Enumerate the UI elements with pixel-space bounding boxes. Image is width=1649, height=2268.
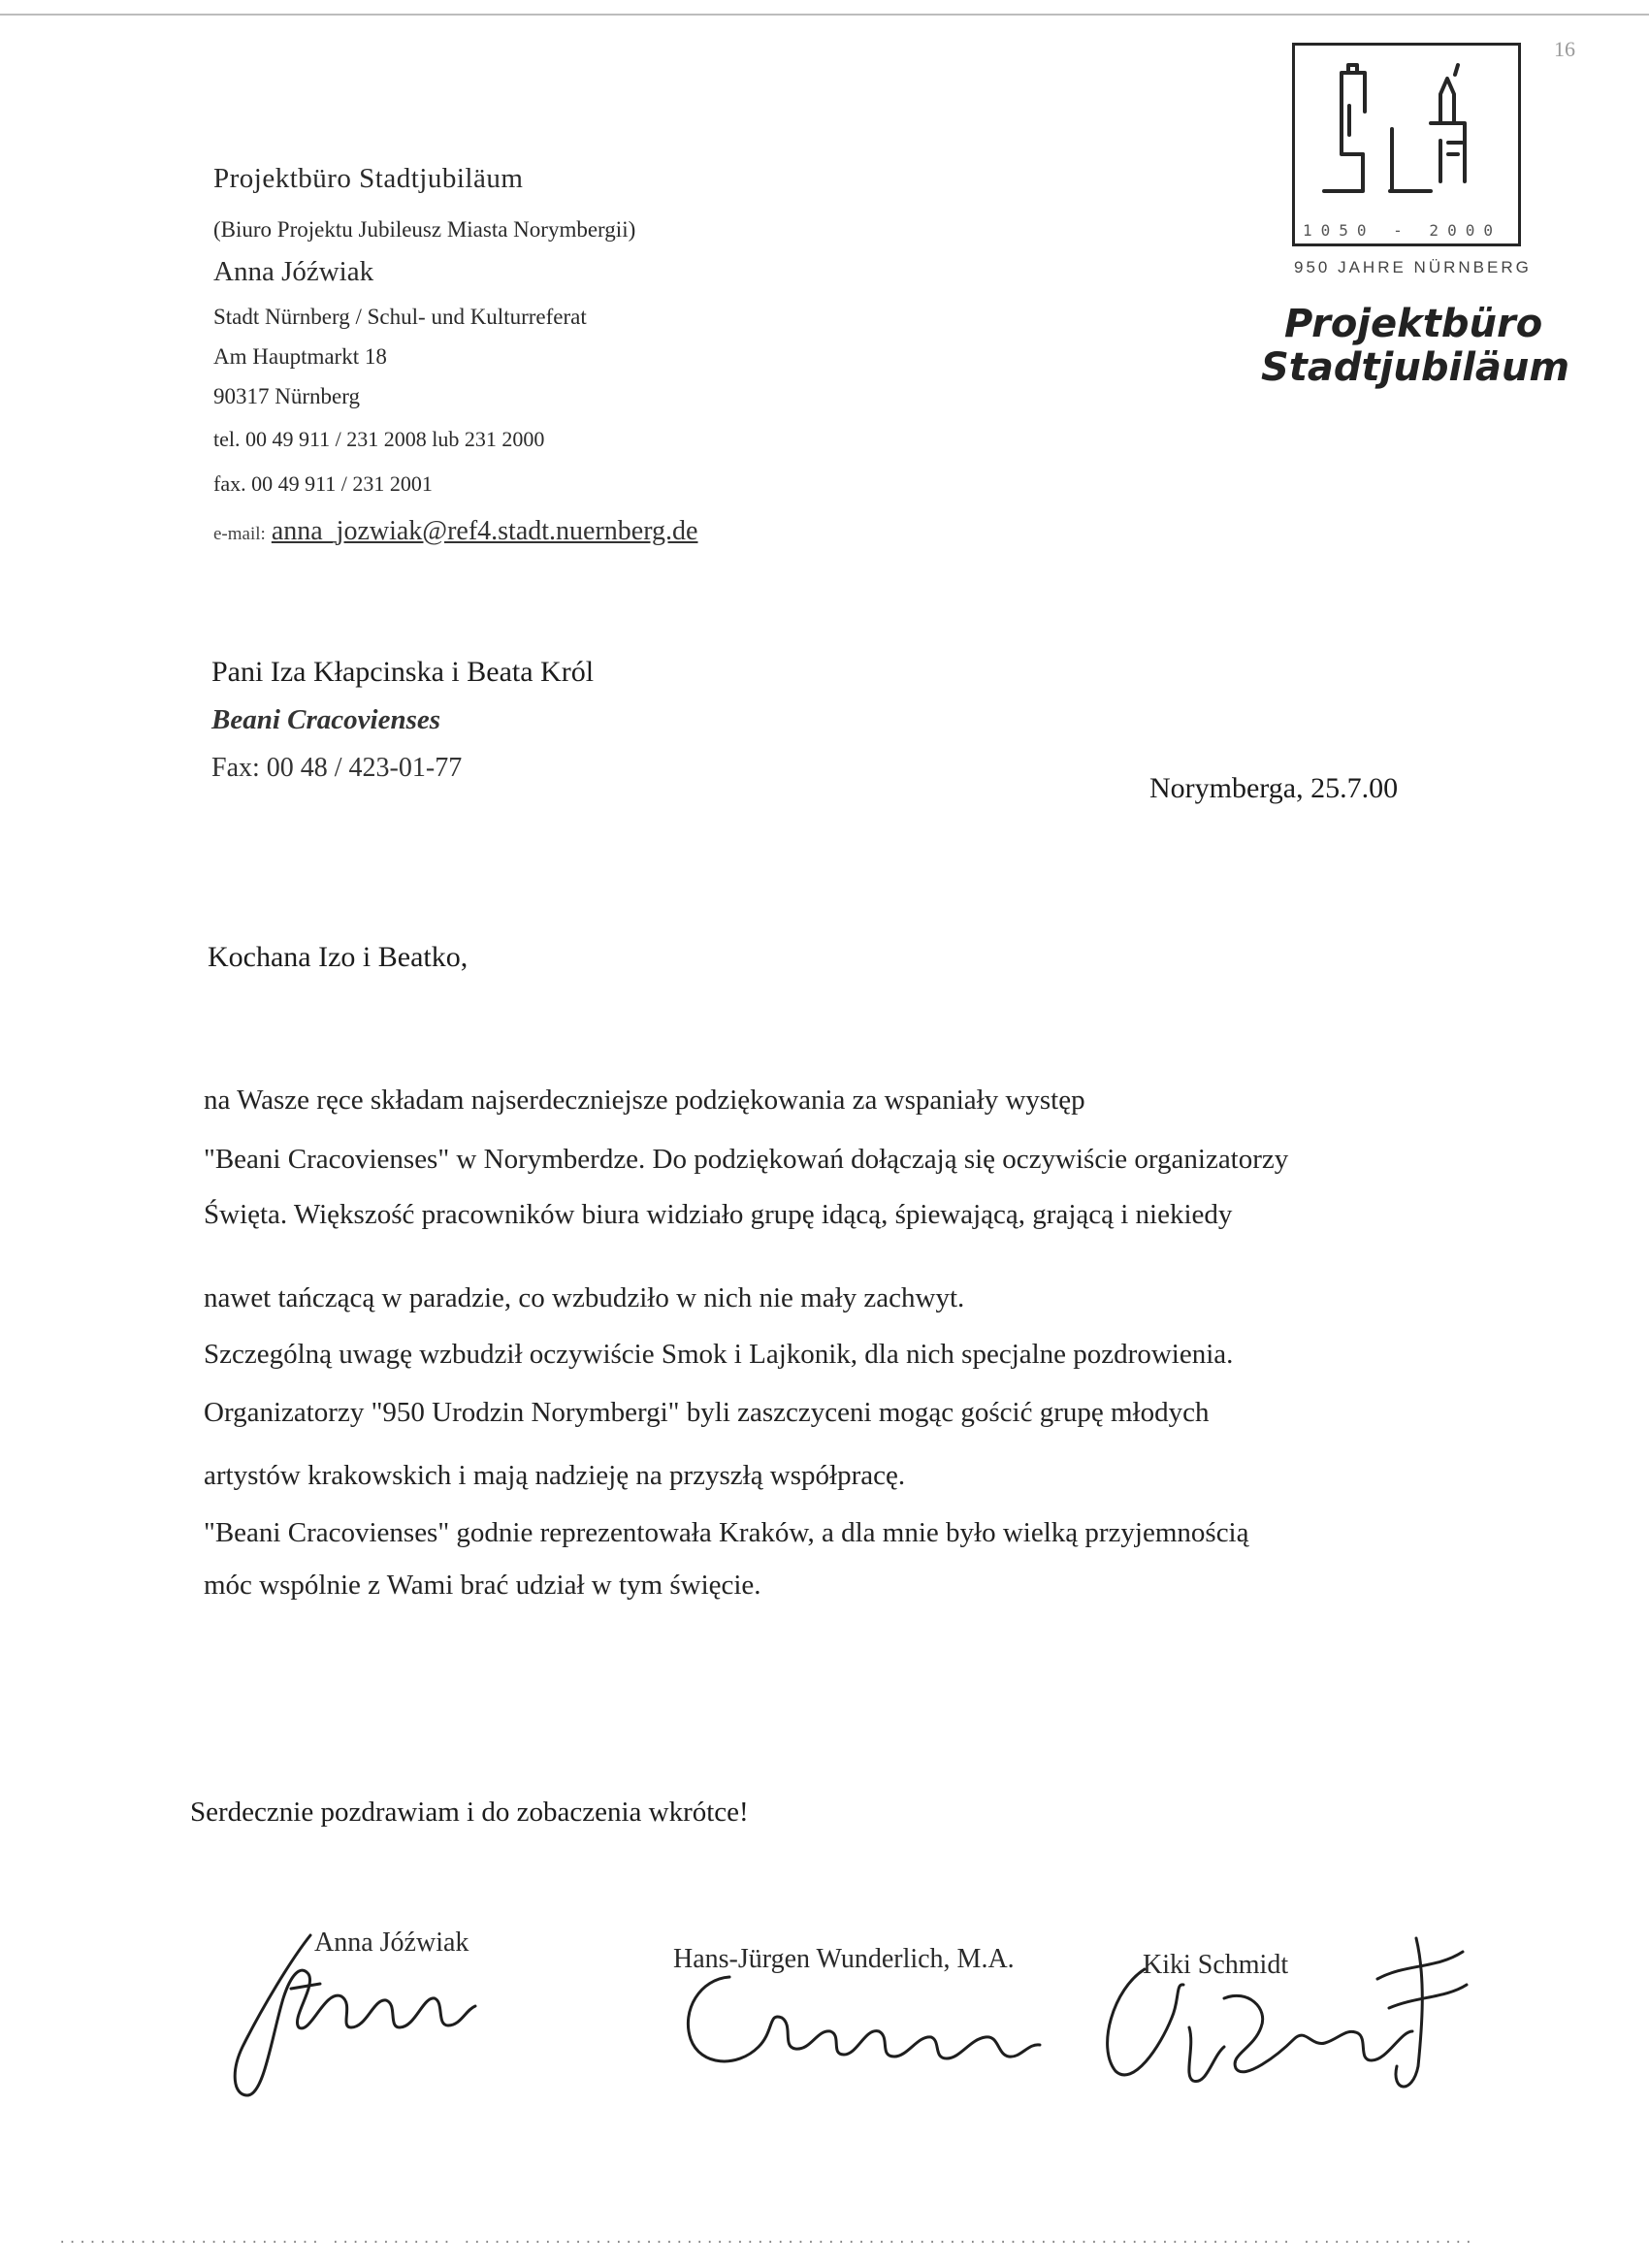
- logo-name-line1: Projektbüro: [1284, 302, 1543, 346]
- sender-tel: tel. 00 49 911 / 231 2008 lub 231 2000: [213, 427, 545, 451]
- recipient-names: Pani Iza Kłapcinska i Beata Król: [211, 656, 595, 688]
- body-line: Święta. Większość pracowników biura widziało grupę idącą, śpiewającą, grającą i niekiedy: [204, 1199, 1233, 1230]
- sender-fax: fax. 00 49 911 / 231 2001: [213, 471, 433, 496]
- signatory-name: Hans-Jürgen Wunderlich, M.A.: [673, 1944, 1015, 1974]
- logo-years: 1050 - 2000: [1303, 221, 1502, 240]
- page-number: 16: [1554, 37, 1575, 61]
- body-line: artystów krakowskich i mają nadzieję na przyszłą współpracę.: [204, 1460, 906, 1491]
- logo-name-line2: Stadtjubiläum: [1261, 344, 1570, 390]
- sender-email-line: [213, 516, 697, 547]
- recipient-organization: Beani Cracovienses: [211, 704, 441, 735]
- castle-towers-icon: [1295, 46, 1518, 243]
- logo-wordmark: [1261, 303, 1569, 390]
- body-line: "Beani Cracovienses" w Norymberdze. Do podziękowań dołączają się oczywiście organizatorzy: [204, 1144, 1289, 1175]
- body-line: Organizatorzy "950 Urodzin Norymbergi" byli zaszczyceni mogąc gościć grupę młodych: [204, 1397, 1210, 1428]
- sender-department: Stadt Nürnberg / Schul- und Kulturreferat: [213, 305, 587, 329]
- recipient-fax: Fax: 00 48 / 423-01-77: [211, 753, 463, 783]
- sender-address: Am Hauptmarkt 18: [213, 344, 387, 369]
- body-line: "Beani Cracovienses" godnie reprezentowała Kraków, a dla mnie było wielką przyjemnością: [204, 1517, 1249, 1548]
- sender-city: 90317 Nürnberg: [213, 384, 360, 408]
- body-line: Szczególną uwagę wzbudził oczywiście Smok i Lajkonik, dla nich specjalne pozdrowienia.: [204, 1339, 1234, 1370]
- email-label: e-mail:: [213, 524, 266, 544]
- signatory-name: Anna Jóźwiak: [314, 1928, 469, 1958]
- body-line: na Wasze ręce składam najserdeczniejsze podziękowania za wspaniały występ: [204, 1085, 1085, 1116]
- body-line: móc wspólnie z Wami brać udział w tym święcie.: [204, 1570, 761, 1601]
- signature-wunderlich: [688, 1977, 1040, 2061]
- salutation: Kochana Izo i Beatko,: [208, 941, 469, 973]
- signature-schmidt: [1108, 1969, 1183, 2075]
- letter-date: Norymberga, 25.7.00: [1149, 772, 1399, 804]
- signatory-name: Kiki Schmidt: [1143, 1950, 1289, 1980]
- sender-name: Anna Jóźwiak: [213, 256, 374, 287]
- closing: Serdecznie pozdrawiam i do zobaczenia wkrótce!: [190, 1797, 749, 1828]
- scan-edge: [0, 14, 1649, 16]
- logo-caption: 950 JAHRE NÜRNBERG: [1294, 258, 1532, 276]
- email-link[interactable]: anna_jozwiak@ref4.stadt.nuernberg.de: [271, 516, 698, 546]
- body-line: nawet tańczącą w paradzie, co wzbudziło w nich nie mały zachwyt.: [204, 1282, 965, 1313]
- signature-anna: [235, 1935, 475, 2095]
- jubilee-logo: [1292, 43, 1521, 246]
- sender-title: Projektbüro Stadtjubiläum: [213, 163, 524, 194]
- sender-subtitle: (Biuro Projektu Jubileusz Miasta Norymbergii): [213, 217, 636, 242]
- footer-dots: .......................... ............ .................................................................................. .................: [58, 2231, 1475, 2247]
